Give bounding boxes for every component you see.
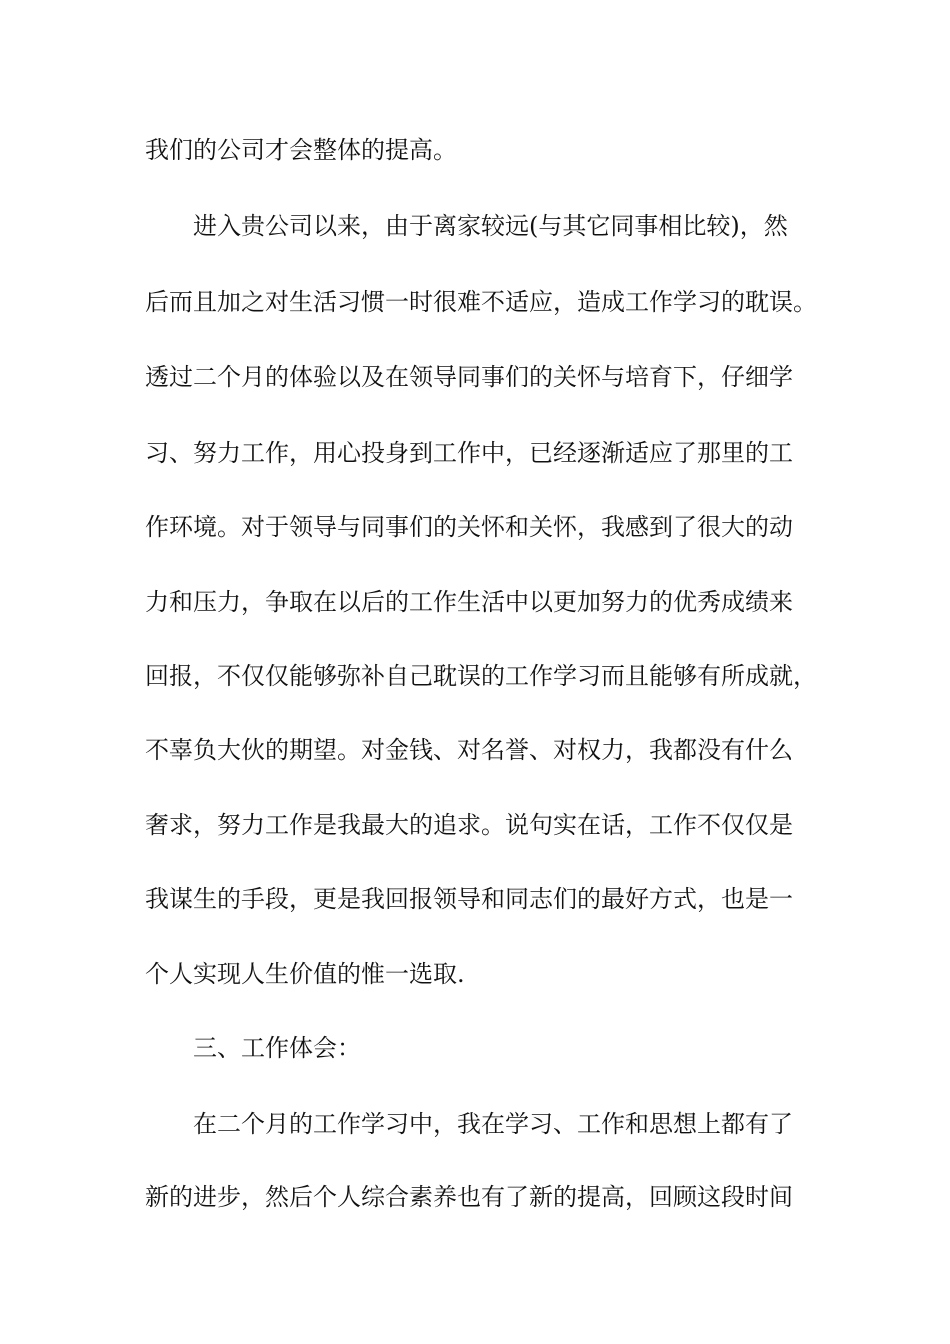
text-line: 新的进步，然后个人综合素养也有了新的提高，回顾这段时间: [145, 1183, 793, 1211]
text-line: 回报，不仅仅能够弥补自己耽误的工作学习而且能够有所成就，: [145, 662, 817, 690]
text-line: 我谋生的手段，更是我回报领导和同志们的最好方式，也是一: [145, 885, 793, 913]
paragraph-first-line: 在二个月的工作学习中，我在学习、工作和思想上都有了: [193, 1110, 793, 1138]
text-line: 习、努力工作，用心投身到工作中，已经逐渐适应了那里的工: [145, 439, 793, 467]
text-line: 后而且加之对生活习惯一时很难不适应，造成工作学习的耽误。: [145, 288, 817, 316]
text-line: 作环境。对于领导与同事们的关怀和关怀，我感到了很大的动: [145, 513, 793, 541]
text-line: 透过二个月的体验以及在领导同事们的关怀与培育下，仔细学: [145, 363, 793, 391]
text-line: 我们的公司才会整体的提高。: [145, 136, 457, 164]
text-line: 奢求，努力工作是我最大的追求。说句实在话，工作不仅仅是: [145, 811, 793, 839]
text-line: 不辜负大伙的期望。对金钱、对名誉、对权力，我都没有什么: [145, 736, 793, 764]
text-line: 个人实现人生价值的惟一选取.: [145, 960, 465, 988]
paragraph-first-line: 进入贵公司以来，由于离家较远(与其它同事相比较)，然: [193, 212, 788, 240]
text-line: 力和压力，争取在以后的工作生活中以更加努力的优秀成绩来: [145, 588, 793, 616]
section-heading: 三、工作体会：: [193, 1034, 361, 1062]
